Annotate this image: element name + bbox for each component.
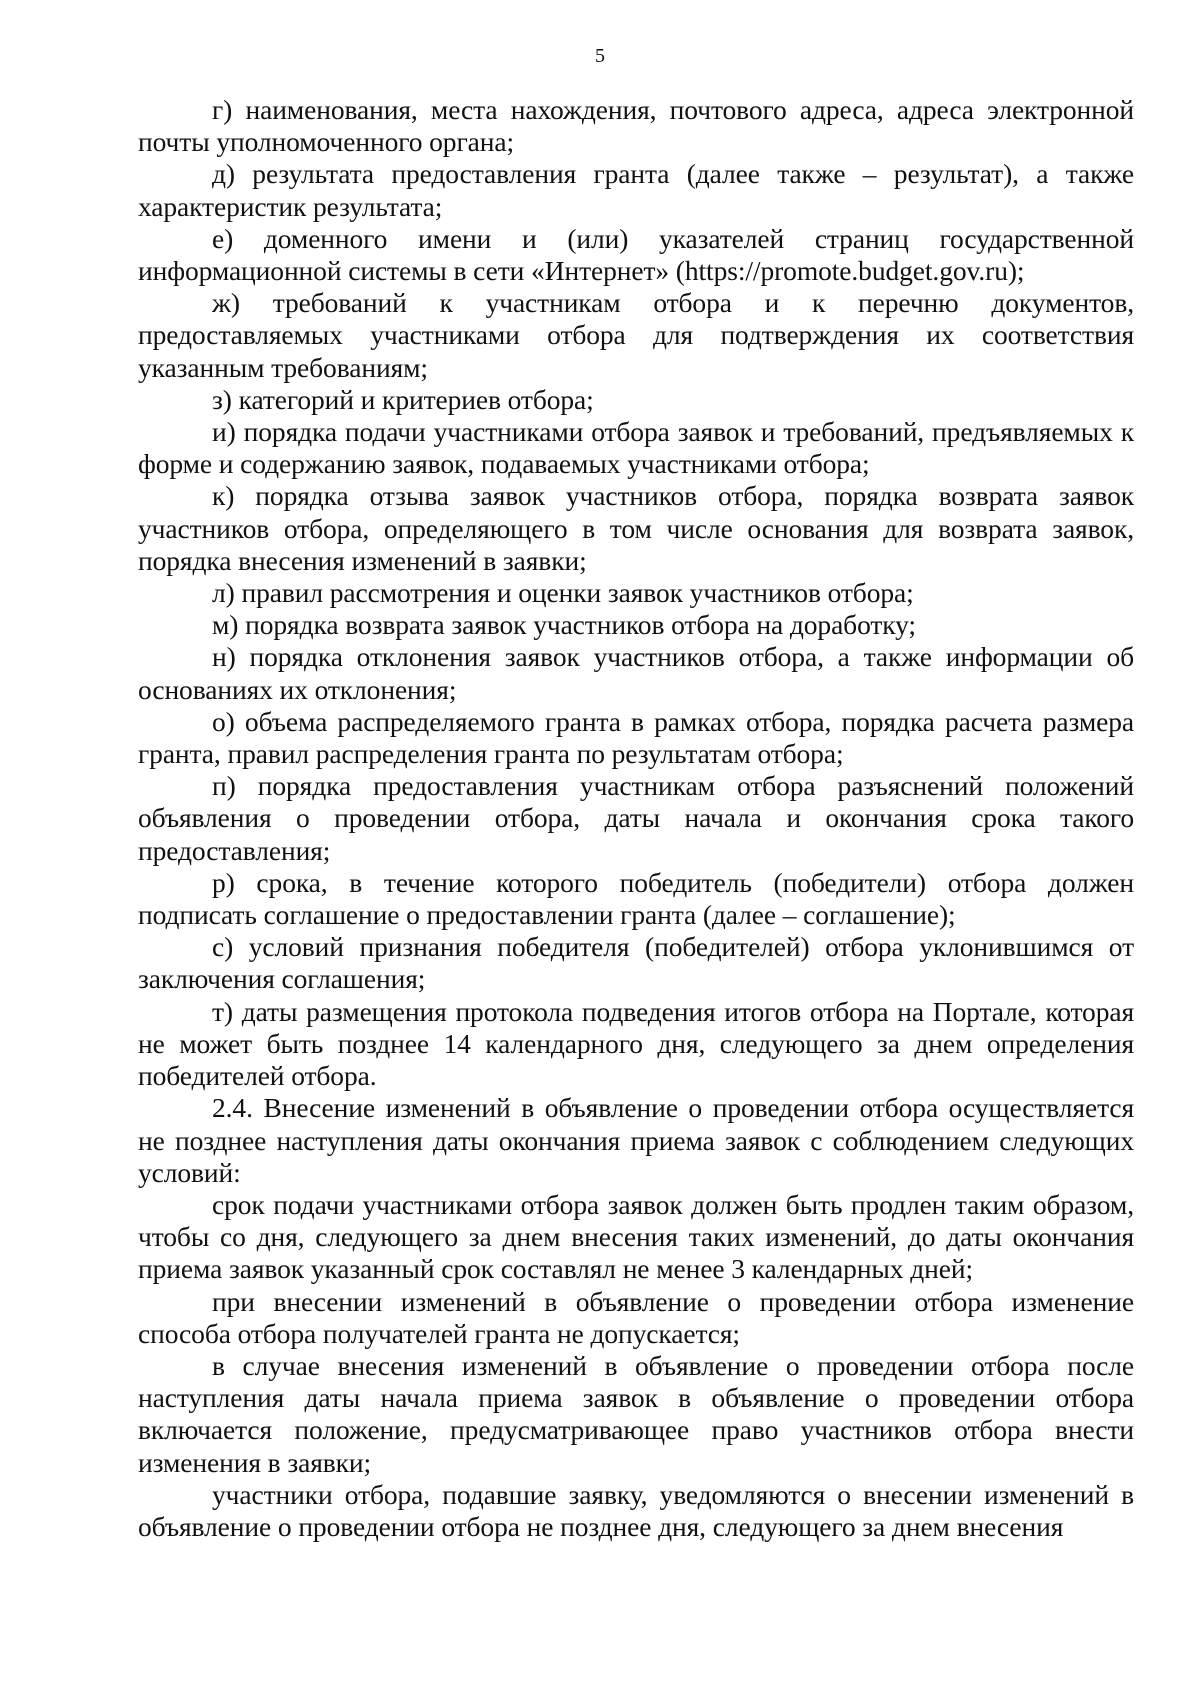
paragraph-d: д) результата предоставления гранта (далее также – результат), а также характеристик результата;: [138, 158, 1134, 222]
section-2-4-paragraph: 2.4. Внесение изменений в объявление о проведении отбора осуществляется не позднее наступления даты окончания приема заявок с соблюдением следующих условий:: [138, 1092, 1134, 1188]
paragraph-n: н) порядка отклонения заявок участников отбора, а также информации об основаниях их отклонения;: [138, 641, 1134, 705]
paragraph-r: р) срока, в течение которого победитель (победители) отбора должен подписать соглашение о предоставлении гранта (далее – соглашение);: [138, 866, 1134, 931]
paragraph-k: к) порядка отзыва заявок участников отбора, порядка возврата заявок участников отбора, определяющего в том числе основания для возврата заявок, порядка внесения изменений в заявки;: [138, 480, 1134, 576]
document-body: [138, 94, 1134, 1543]
paragraph-g: г) наименования, места нахождения, почтового адреса, адреса электронной почты уполномоченного органа;: [138, 94, 1134, 158]
paragraph-t: т) даты размещения протокола подведения итогов отбора на Портале, которая не может быть позднее 14 календарного дня, следующего за днем определения победителей отбора.: [138, 995, 1134, 1092]
paragraph-z: з) категорий и критериев отбора;: [212, 383, 594, 415]
condition-participant-notification: участники отбора, подавшие заявку, уведомляются о внесении изменений в объявление о проведении отбора не позднее дня, следующего за днем внесения: [138, 1478, 1134, 1542]
paragraph-o: о) объема распределяемого гранта в рамках отбора, порядка расчета размера гранта, правил распределения гранта по результатам отбора;: [138, 705, 1134, 770]
paragraph-i: и) порядка подачи участниками отбора заявок и требований, предъявляемых к форме и содержанию заявок, подаваемых участниками отбора;: [138, 416, 1134, 480]
paragraph-p: п) порядка предоставления участникам отбора разъяснений положений объявления о проведении отбора, даты начала и окончания срока такого предоставления;: [138, 770, 1134, 866]
paragraph-e: е) доменного имени и (или) указателей страниц государственной информационной системы в сети «Интернет» (https://promote.budget.gov.ru);: [138, 222, 1134, 287]
condition-deadline-extension: срок подачи участниками отбора заявок должен быть продлен таким образом, чтобы со дня, следующего за днем внесения таких изменений, до даты окончания приема заявок указанный срок составлял не менее 3 календарных дней;: [138, 1188, 1134, 1285]
condition-right-to-amend: в случае внесения изменений в объявление о проведении отбора после наступления даты начала приема заявок в объявление о проведении отбора включается положение, предусматривающее право участников отбора внести изменения в заявки;: [138, 1349, 1134, 1478]
page-number: 5: [595, 45, 605, 67]
paragraph-s: с) условий признания победителя (победителей) отбора уклонившимся от заключения соглашения;: [138, 931, 1134, 995]
paragraph-zh: ж) требований к участникам отбора и к перечню документов, предоставляемых участниками отбора для подтверждения их соответствия указанным требованиям;: [138, 287, 1134, 383]
condition-method-unchanged: при внесении изменений в объявление о проведении отбора изменение способа отбора получателей гранта не допускается;: [138, 1285, 1134, 1349]
paragraph-l: л) правил рассмотрения и оценки заявок участников отбора;: [212, 577, 914, 609]
paragraph-m: м) порядка возврата заявок участников отбора на доработку;: [212, 609, 916, 641]
